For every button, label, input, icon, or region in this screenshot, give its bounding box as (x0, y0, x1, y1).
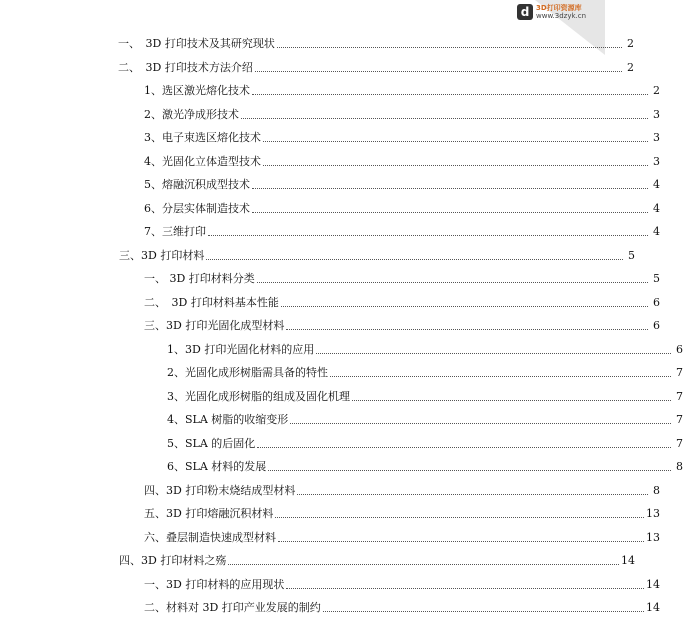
toc-page-number: 2 (627, 37, 634, 50)
toc-entry[interactable] (0, 596, 660, 614)
toc-dot-leader (252, 188, 648, 189)
toc-page-number: 7 (676, 366, 683, 379)
toc-entry-title: 6、分层实体制造技术 (144, 201, 250, 215)
toc-dot-leader (316, 353, 671, 354)
toc-page-number: 14 (646, 601, 660, 614)
toc-entry-title: 二、 3D 打印材料基本性能 (144, 295, 279, 309)
toc-dot-leader (290, 423, 671, 424)
toc-entry[interactable] (0, 573, 660, 591)
toc-dot-leader (323, 611, 644, 612)
logo-text (536, 4, 586, 20)
toc-page-number: 4 (653, 178, 660, 191)
toc-entry-title: 二、材料对 3D 打印产业发展的制约 (144, 601, 321, 614)
toc-dot-leader (352, 400, 671, 401)
toc-entry-title: 4、光固化立体造型技术 (144, 154, 261, 168)
toc-entry-title: 二、 3D 打印技术方法介绍 (118, 60, 253, 74)
toc-entry[interactable] (0, 56, 634, 74)
toc-page-number: 2 (627, 60, 634, 74)
toc-page-number: 2 (653, 84, 660, 97)
toc-dot-leader (297, 494, 648, 495)
toc-entry-title: 3、光固化成形树脂的组成及固化机理 (167, 389, 350, 403)
toc-entry-title: 3、电子束选区熔化技术 (144, 131, 261, 144)
toc-dot-leader (263, 141, 648, 142)
toc-dot-leader (281, 306, 648, 307)
toc-entry[interactable] (0, 173, 660, 191)
toc-entry[interactable] (0, 408, 683, 426)
toc-page-number: 14 (621, 554, 635, 567)
toc-page-number: 13 (646, 530, 660, 544)
toc-entry-title: 四、3D 打印粉末烧结成型材料 (144, 483, 296, 497)
toc-entry[interactable] (0, 244, 635, 262)
toc-entry-title: 1、选区激光熔化技术 (144, 84, 250, 97)
toc-entry[interactable] (0, 291, 660, 309)
toc-entry[interactable] (0, 455, 683, 473)
toc-entry[interactable] (0, 361, 683, 379)
toc-entry-title: 一、3D 打印材料的应用现状 (144, 577, 285, 591)
toc-entry[interactable] (0, 314, 660, 332)
toc-entry[interactable] (0, 32, 634, 50)
toc-page-number: 7 (676, 413, 683, 426)
toc-page-number: 6 (676, 342, 683, 356)
toc-dot-leader (252, 94, 648, 95)
toc-entry[interactable] (0, 267, 660, 285)
logo-brand-name: 3D打印资源库 (536, 4, 582, 12)
toc-dot-leader (277, 47, 622, 48)
toc-page-number: 3 (653, 131, 660, 144)
toc-entry[interactable] (0, 502, 660, 520)
toc-dot-leader (286, 588, 644, 589)
toc-entry-title: 4、SLA 树脂的收缩变形 (167, 413, 289, 426)
toc-dot-leader (330, 376, 671, 377)
toc-entry-title: 六、叠层制造快速成型材料 (144, 530, 276, 544)
toc-entry-title: 6、SLA 材料的发展 (167, 460, 267, 473)
toc-entry-title: 5、熔融沉积成型技术 (144, 178, 250, 191)
toc-dot-leader (257, 282, 648, 283)
logo-url: www.3dzyk.cn (536, 12, 587, 20)
toc-dot-leader (208, 235, 648, 236)
toc-entry-title: 五、3D 打印熔融沉积材料 (144, 507, 274, 520)
toc-entry[interactable] (0, 197, 660, 215)
toc-entry[interactable] (0, 79, 660, 97)
toc-dot-leader (278, 541, 644, 542)
toc-page-number: 5 (628, 248, 635, 262)
toc-dot-leader (255, 71, 622, 72)
toc-entry-title: 2、激光净成形技术 (144, 107, 239, 121)
toc-dot-leader (286, 329, 648, 330)
toc-entry-title: 三、3D 打印材料 (119, 248, 205, 262)
toc-entry-title: 一、 3D 打印技术及其研究现状 (118, 37, 275, 50)
toc-page-number: 13 (646, 507, 660, 520)
toc-entry[interactable] (0, 526, 660, 544)
toc-entry-title: 1、3D 打印光固化材料的应用 (167, 342, 315, 356)
toc-page-number: 4 (653, 201, 660, 215)
toc-entry[interactable] (0, 220, 660, 238)
toc-entry-title: 2、光固化成形树脂需具备的特性 (167, 366, 328, 379)
logo-mark-icon: d (517, 4, 533, 20)
toc-page-number: 6 (653, 295, 660, 309)
toc-dot-leader (206, 259, 623, 260)
toc-dot-leader (252, 212, 648, 213)
toc-entry-title: 四、3D 打印材料之殇 (119, 554, 227, 567)
toc-entry-title: 7、三维打印 (144, 225, 206, 238)
toc-page-number: 7 (676, 389, 683, 403)
toc-entry[interactable] (0, 549, 635, 567)
toc-page-number: 5 (653, 272, 660, 285)
toc-dot-leader (228, 564, 619, 565)
toc-page-number: 7 (676, 436, 683, 450)
toc-entry[interactable] (0, 150, 660, 168)
toc-entry[interactable] (0, 126, 660, 144)
toc-page-number: 8 (676, 460, 683, 473)
toc-entry-title: 三、3D 打印光固化成型材料 (144, 319, 285, 332)
toc-dot-leader (257, 447, 671, 448)
toc-entry[interactable] (0, 103, 660, 121)
site-logo[interactable] (517, 3, 599, 21)
toc-dot-leader (263, 165, 648, 166)
toc-dot-leader (241, 118, 648, 119)
toc-entry-title: 5、SLA 的后固化 (167, 436, 256, 450)
toc-page-number: 3 (653, 107, 660, 121)
toc-entry[interactable] (0, 338, 683, 356)
toc-dot-leader (275, 517, 644, 518)
toc-entry-title: 一、 3D 打印材料分类 (144, 272, 255, 285)
toc-page-number: 14 (646, 577, 660, 591)
toc-dot-leader (268, 470, 671, 471)
toc-entry[interactable] (0, 432, 683, 450)
toc-page-number: 6 (653, 319, 660, 332)
toc-page-number: 8 (653, 483, 660, 497)
toc-page-number: 3 (653, 154, 660, 168)
toc-page-number: 4 (653, 225, 660, 238)
toc-entry[interactable] (0, 385, 683, 403)
toc-entry[interactable] (0, 479, 660, 497)
